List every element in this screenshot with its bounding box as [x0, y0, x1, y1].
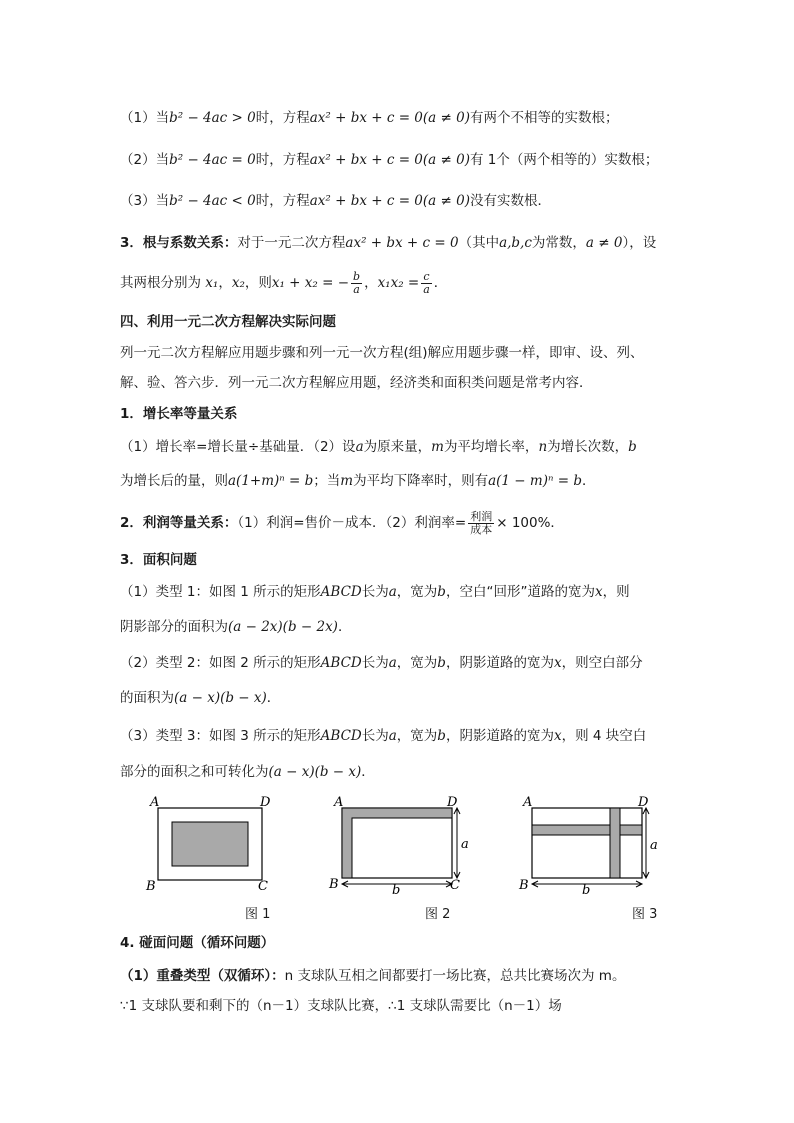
- text: 为原来量，: [363, 439, 432, 455]
- condition-formula: b² − 4ac > 0: [169, 110, 256, 126]
- sum-fraction: [351, 271, 362, 296]
- text: （1）增长率=增长量÷基础量．（2）设: [120, 439, 356, 455]
- text: 有两个不相等的实数根；: [469, 110, 619, 126]
- text: （其中: [458, 235, 500, 251]
- dimension-label-a: a: [650, 838, 658, 853]
- text: 阴影部分的面积为: [120, 619, 228, 635]
- root-x1: x₁: [205, 275, 219, 291]
- rect-label: ABCD: [320, 655, 362, 671]
- text: ，宽为: [396, 584, 438, 600]
- text: 没有实数根．: [469, 193, 551, 209]
- var: a: [388, 655, 397, 671]
- vertical-road: [610, 808, 620, 878]
- var: x: [553, 655, 562, 671]
- growth-line-2: [120, 471, 595, 491]
- profit-fraction: [468, 511, 494, 536]
- equation-formula: ax² + bx + c = 0(a ≠ 0): [309, 193, 470, 209]
- text: （1）类型 1：如图 1 所示的矩形: [120, 584, 321, 600]
- product-fraction: [421, 271, 432, 296]
- text: 对于一元二次方程: [237, 235, 346, 251]
- var: b: [628, 439, 637, 455]
- fraction-denominator: 成本: [470, 522, 493, 536]
- condition-formula: b² − 4ac < 0: [169, 193, 256, 209]
- vertex-label-b: B: [519, 878, 529, 893]
- vertex-label-b: B: [329, 877, 339, 892]
- dimension-label-b: b: [582, 883, 591, 897]
- section-title: 四、利用一元二次方程解决实际问题: [120, 314, 336, 330]
- item-label: （3）当: [120, 193, 170, 209]
- section-heading: 2．利润等量关系：: [120, 515, 238, 531]
- var: n: [538, 439, 548, 455]
- horizontal-road: [532, 825, 642, 835]
- text: 为平均下降率时，则有: [353, 473, 489, 489]
- text: ），设: [622, 235, 657, 251]
- growth-formula: a(1+m)ⁿ = b: [228, 473, 314, 489]
- text: ，空白“回形”道路的宽为: [445, 584, 595, 600]
- text: ，宽为: [396, 655, 438, 671]
- text: ．: [266, 690, 281, 706]
- text: 为增长后的量，则: [120, 473, 228, 489]
- vertex-label-a: A: [150, 795, 160, 810]
- text: （2）类型 2：如图 2 所示的矩形: [120, 655, 321, 671]
- var: m: [340, 473, 354, 489]
- text: 的面积为: [120, 690, 174, 706]
- section-heading: 3．根与系数关系：: [120, 235, 238, 251]
- area-heading: 3．面积问题: [120, 552, 197, 568]
- growth-line-1: [120, 437, 637, 457]
- area-formula: (a − x)(b − x): [268, 764, 362, 780]
- match-heading: 4. 碰面问题（循环问题）: [120, 935, 275, 951]
- text: × 100%: [496, 515, 551, 531]
- text: 为常数，: [531, 235, 586, 251]
- root-x2: x₂: [231, 275, 245, 291]
- figure-3: [514, 792, 664, 897]
- fraction-numerator: c: [421, 271, 432, 284]
- text: ，则空白部分: [561, 655, 643, 671]
- text: ，宽为: [396, 728, 438, 744]
- var: x: [594, 584, 603, 600]
- equation-formula: ax² + bx + c = 0: [345, 235, 459, 251]
- var: b: [437, 728, 446, 744]
- var: x: [553, 728, 562, 744]
- rect-label: ABCD: [320, 728, 362, 744]
- equation-formula: ax² + bx + c = 0(a ≠ 0): [309, 152, 470, 168]
- var: a: [388, 584, 397, 600]
- text: 为平均增长率，: [443, 439, 539, 455]
- discriminant-item-1: [120, 108, 618, 128]
- text: ．: [361, 764, 375, 780]
- profit-line: [120, 508, 564, 538]
- figure-1: [140, 792, 280, 897]
- vertex-label-b: B: [146, 879, 156, 894]
- area-type3-line-1: [120, 726, 646, 746]
- text: 时，方程: [255, 110, 310, 126]
- discriminant-item-2: [120, 150, 658, 170]
- text: ．: [581, 473, 596, 489]
- equation-formula: ax² + bx + c = 0(a ≠ 0): [309, 110, 470, 126]
- vertex-label-d: D: [260, 795, 271, 810]
- fraction-numerator: b: [353, 269, 361, 283]
- var: m: [431, 439, 444, 455]
- text: 为增长次数，: [547, 439, 629, 455]
- dimension-label-b: b: [392, 883, 401, 897]
- outer-rectangle: [532, 808, 642, 878]
- area-formula: (a − x)(b − x): [174, 690, 267, 706]
- text: ．: [550, 515, 564, 531]
- figure-2-caption: 图 2: [425, 907, 451, 922]
- text: 长为: [361, 584, 389, 600]
- area-type1-line-2: [120, 617, 351, 637]
- item-label: （1）当: [120, 110, 170, 126]
- vertex-label-d: D: [447, 795, 458, 810]
- area-formula: (a − 2x)(b − 2x): [228, 619, 338, 635]
- var: b: [437, 655, 446, 671]
- vieta-line-1: [120, 233, 656, 253]
- var: a: [388, 728, 397, 744]
- vieta-line-2: 其两根分别为 x₁，x₂，则x₁ + x₂ = − $\frac{b}{a}$ ，x₁x₂ = $\frac{c}{a}$ ．: [120, 269, 448, 296]
- intro-line-2: 解、验、答六步．列一元二次方程解应用题，经济类和面积类问题是常考内容．: [120, 375, 593, 391]
- var: b: [437, 584, 446, 600]
- intro-line-1: 列一元二次方程解应用题步骤和列一元一次方程(组)解应用题步骤一样，即审、设、列、: [120, 345, 644, 361]
- match-line-1: [120, 966, 625, 986]
- growth-heading: 1．增长率等量关系: [120, 406, 238, 422]
- area-type1-line-1: [120, 582, 630, 602]
- text: 长为: [361, 728, 389, 744]
- text: ，则: [244, 275, 272, 291]
- text: （1）利润=售价－成本．（2）利润率=: [237, 515, 467, 531]
- text: 部分的面积之和可转化为: [120, 764, 269, 780]
- text: n 支球队互相之间都要打一场比赛，总共比赛场次为 m。: [284, 968, 626, 984]
- text: 时，方程: [255, 193, 310, 209]
- text: ，则 4 块空白: [561, 728, 647, 744]
- vertex-label-c: C: [450, 878, 460, 893]
- text: ，阴影道路的宽为: [445, 655, 554, 671]
- text: 长为: [361, 655, 389, 671]
- decline-formula: a(1 − m)ⁿ = b: [488, 473, 582, 489]
- text: 其两根分别为: [120, 275, 201, 291]
- text: （3）类型 3：如图 3 所示的矩形: [120, 728, 321, 744]
- figure-1-caption: 图 1: [245, 907, 271, 922]
- fraction-denominator: a: [353, 282, 360, 296]
- text: 时，方程: [255, 152, 310, 168]
- item-label: （2）当: [120, 152, 170, 168]
- product-formula: x₁x₂ =: [377, 275, 420, 291]
- text: 有 1个（两个相等的）实数根；: [469, 152, 659, 168]
- sum-formula: x₁ + x₂ = −: [271, 275, 350, 291]
- vertex-label-d: D: [638, 795, 649, 810]
- fraction-numerator: 利润: [470, 509, 493, 523]
- discriminant-item-3: [120, 191, 551, 211]
- sub-heading: （1）重叠类型（双循环）：: [120, 968, 285, 984]
- area-type3-line-2: [120, 762, 375, 782]
- text: ．: [337, 619, 352, 635]
- text: ；当: [313, 473, 341, 489]
- dimension-label-a: a: [461, 837, 469, 852]
- shaded-road: [342, 808, 452, 878]
- variables: a,b,c: [499, 235, 532, 251]
- condition-formula: b² − 4ac = 0: [169, 152, 256, 168]
- shaded-region: [172, 822, 248, 866]
- fraction-denominator: a: [423, 282, 430, 296]
- match-line-2: ∵1 支球队要和剩下的（n－1）支球队比赛，∴1 支球队需要比（n－1）场: [120, 998, 562, 1014]
- area-type2-line-2: [120, 688, 280, 708]
- condition-formula: a ≠ 0: [585, 235, 623, 251]
- var: a: [355, 439, 364, 455]
- figure-2: [326, 792, 476, 897]
- vertex-label-c: C: [258, 879, 268, 894]
- text: ，则: [602, 584, 630, 600]
- figure-3-caption: 图 3: [632, 907, 658, 922]
- vertex-label-a: A: [334, 795, 344, 810]
- rect-label: ABCD: [320, 584, 362, 600]
- area-type2-line-1: [120, 653, 643, 673]
- vertex-label-a: A: [523, 795, 533, 810]
- text: ，阴影道路的宽为: [445, 728, 554, 744]
